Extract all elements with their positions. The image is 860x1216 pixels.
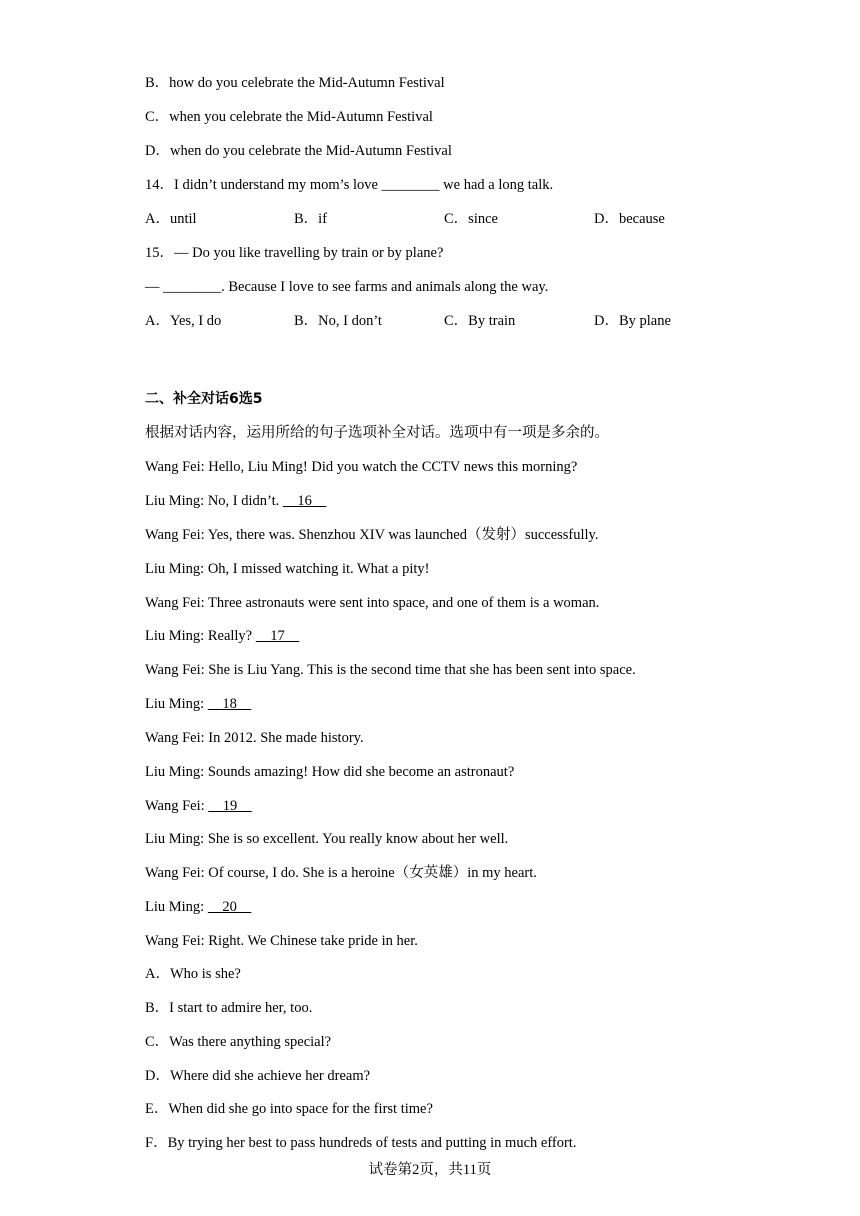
dialogue-line: Liu Ming: Really? 17: [145, 628, 300, 644]
dialogue-line: Wang Fei: Right. We Chinese take pride in her.: [145, 933, 418, 949]
dialogue-line: Wang Fei: She is Liu Yang. This is the second time that she has been sent into space.: [145, 662, 636, 678]
answer-blank-20[interactable]: 20: [207, 899, 252, 915]
dialogue-line: Wang Fei: 19: [145, 798, 252, 814]
choice-d: D．Where did she achieve her dream?: [145, 1068, 371, 1084]
dialogue-line: Liu Ming: No, I didn’t. 16: [145, 493, 327, 509]
answer-blank-17[interactable]: 17: [255, 628, 300, 644]
dialogue-line: Liu Ming: She is so excellent. You really know about her well.: [145, 831, 509, 847]
answer-blank-18[interactable]: 18: [207, 696, 252, 712]
dialogue-line: Wang Fei: Of course, I do. She is a heroine（女英雄）in my heart.: [145, 865, 537, 881]
q15-reply: — ________. Because I love to see farms and animals along the way.: [145, 279, 549, 295]
q14-stem: 14．I didn’t understand my mom’s love ________ we had a long talk.: [145, 177, 554, 193]
q13-option-b: B．how do you celebrate the Mid-Autumn Festival: [145, 75, 445, 91]
section-instruction: 根据对话内容，运用所给的句子选项补全对话。选项中有一项是多余的。: [145, 425, 609, 441]
q15-stem: 15．— Do you like travelling by train or by plane?: [145, 245, 444, 261]
choice-e: E．When did she go into space for the first time?: [145, 1101, 433, 1117]
dialogue-line: Wang Fei: Yes, there was. Shenzhou XIV was launched（发射）successfully.: [145, 527, 599, 543]
q15-option-c: C．By train: [444, 313, 516, 329]
choice-b: B．I start to admire her, too.: [145, 1000, 313, 1016]
dialogue-line: Liu Ming: 20: [145, 899, 252, 915]
dialogue-line: Wang Fei: Three astronauts were sent into space, and one of them is a woman.: [145, 595, 600, 611]
dialogue-line: Liu Ming: Oh, I missed watching it. What a pity!: [145, 561, 430, 577]
q13-option-d: D．when do you celebrate the Mid-Autumn Festival: [145, 143, 452, 159]
choice-a: A．Who is she?: [145, 966, 241, 982]
dialogue-line: Liu Ming: Sounds amazing! How did she become an astronaut?: [145, 764, 515, 780]
page-footer: 试卷第2页，共11页: [368, 1162, 492, 1178]
q15-option-d: D．By plane: [594, 313, 671, 329]
q15-option-a: A．Yes, I do: [145, 313, 222, 329]
answer-blank-16[interactable]: 16: [282, 493, 327, 509]
q14-option-c: C．since: [444, 211, 498, 227]
q14-option-a: A．until: [145, 211, 197, 227]
q13-option-c: C．when you celebrate the Mid-Autumn Festival: [145, 109, 433, 125]
answer-blank-19[interactable]: 19: [208, 798, 252, 814]
choice-c: C．Was there anything special?: [145, 1034, 332, 1050]
dialogue-line: Wang Fei: In 2012. She made history.: [145, 730, 364, 746]
choice-f: F．By trying her best to pass hundreds of tests and putting in much effort.: [145, 1135, 577, 1151]
dialogue-line: Wang Fei: Hello, Liu Ming! Did you watch the CCTV news this morning?: [145, 459, 578, 475]
dialogue-line: Liu Ming: 18: [145, 696, 252, 712]
q15-option-b: B．No, I don’t: [294, 313, 382, 329]
q14-option-b: B．if: [294, 211, 328, 227]
q14-option-d: D．because: [594, 211, 665, 227]
section-title: 二、补全对话6选5: [145, 391, 263, 407]
